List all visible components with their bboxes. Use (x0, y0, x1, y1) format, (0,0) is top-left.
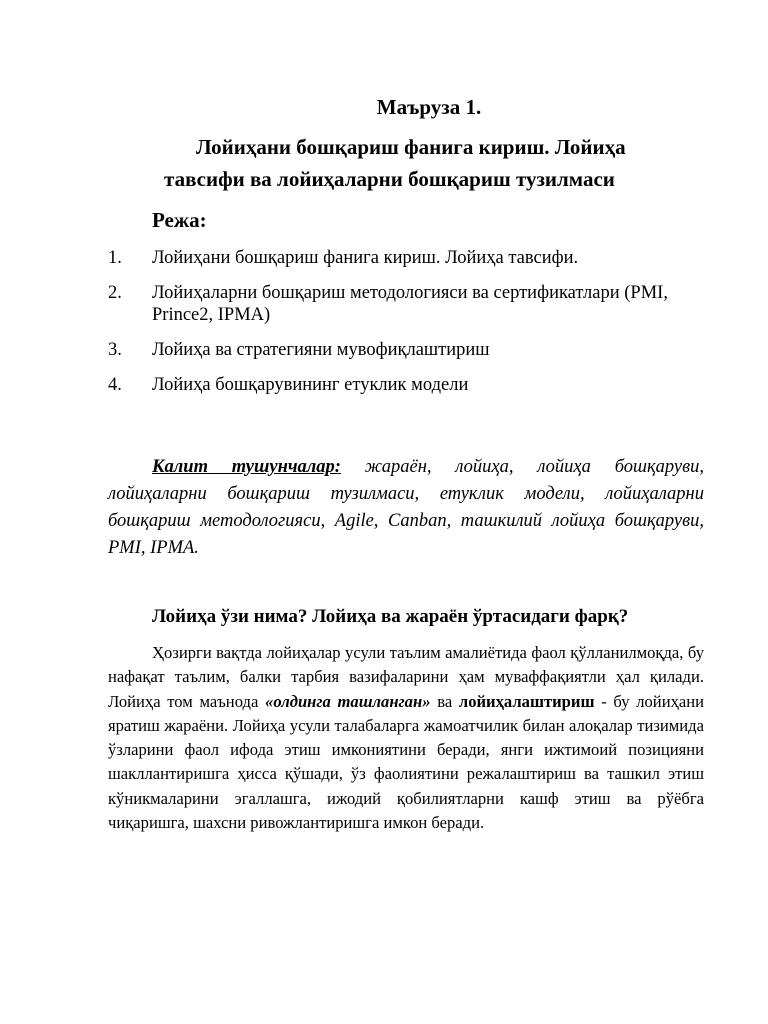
plan-item-text: Лойиҳа ва стратегияни мувофиқлаштириш (152, 340, 490, 360)
paragraph-emphasis-term: лойиҳалаштириш (458, 691, 595, 711)
paragraph-emphasis-quote: «олдинга ташланган» (265, 691, 431, 711)
plan-heading: Режа: (152, 208, 207, 232)
plan-item-number: 2. (108, 283, 122, 303)
plan-item-number: 1. (108, 248, 122, 268)
plan-item-text: Лойиҳани бошқариш фанига кириш. Лойиҳа тавсифи. (152, 248, 579, 268)
plan-item (108, 374, 708, 396)
lecture-title-line-1: Лойиҳани бошқариш фанига кириш. Лойиҳа (196, 135, 626, 159)
lecture-number: Маъруза 1. (376, 95, 482, 119)
body-paragraph (108, 641, 704, 835)
paragraph-text: Ҳозирги вақтда лойиҳалар усули таълим амалиётида фаол қўлланилмоқда, бу нафақат таълим, балки тарбия вазифаларини ҳам муваффақиятли ҳал қилади. Лойиҳа том маънода (108, 643, 704, 711)
keywords-label: Калит тушунчалар: (152, 457, 341, 477)
plan-item (108, 282, 708, 326)
plan-item-number: 3. (108, 340, 122, 360)
plan-item-text: Лойиҳаларни бошқариш методологияси ва сертификатлари (PMI, Prince2, IPMA) (152, 283, 668, 325)
keywords-text: жараён, лойиҳа, лойиҳа бошқаруви, лойиҳаларни бошқариш тузилмаси, етуклик модели, лойиҳаларни бошқариш методологияси, Agile, Canban, ташкилий лойиҳа бошқаруви, PMI, IPMA. (108, 457, 704, 558)
section-heading: Лойиҳа ўзи нима? Лойиҳа ва жараён ўртасидаги фарқ? (152, 606, 629, 627)
plan-item-text: Лойиҳа бошқарувининг етуклик модели (152, 375, 469, 395)
plan-item (108, 339, 708, 361)
lecture-title-line-2: тавсифи ва лойиҳаларни бошқариш тузилмаси (164, 167, 615, 191)
keywords-paragraph (108, 454, 704, 562)
paragraph-text: - бу лойиҳани яратиш жараёни. Лойиҳа усули талабаларга жамоатчилик билан алоқалар тизимида ўзларини фаол ифода этиш имкониятини беради, янги ижтимоий позицияни шакллантиришга ҳисса қўшади, ўз фаолиятини режалаштириш ва ташкил этиш кўникмаларини эгаллашга, ижодий қобилиятларни кашф этиш ва рўёбга чиқаришга, шахсни ривожлантиришга имкон беради. (108, 691, 704, 833)
plan-item-number: 4. (108, 375, 122, 395)
plan-list (108, 247, 708, 409)
paragraph-text: ва (430, 691, 459, 711)
plan-item (108, 247, 708, 269)
